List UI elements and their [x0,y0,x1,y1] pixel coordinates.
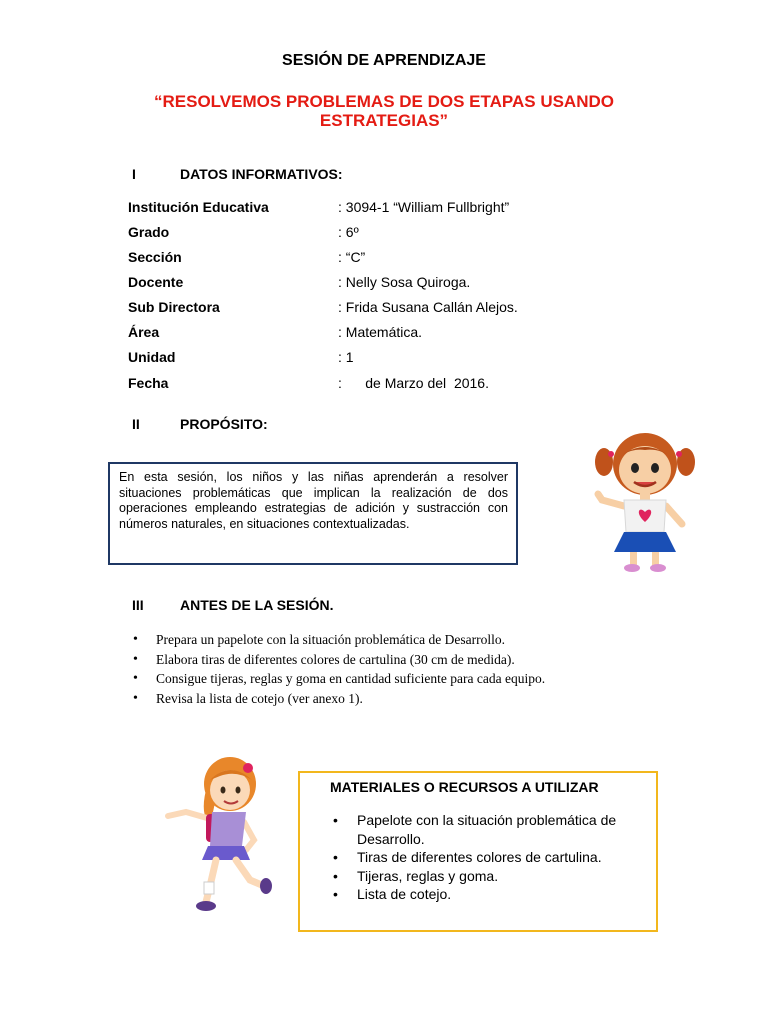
info-row [128,199,608,219]
document-title: SESIÓN DE APRENDIZAJE [282,52,486,69]
section-title-datos: DATOS INFORMATIVOS: [180,166,343,182]
list-item: • Consigue tijeras, reglas y goma en cantidad suficiente para cada equipo. [133,669,545,689]
section-number-antes: III [132,597,144,613]
purpose-text: En esta sesión, los niños y las niñas aprenderán a resolver situaciones problemáticas que implican la realización de dos operaciones empleando estrategias de adición y sustracción con números naturales, en situaciones contextualizadas. [119,470,508,531]
list-item: • Elabora tiras de diferentes colores de cartulina (30 cm de medida). [133,650,545,670]
info-value: : 1 [338,349,354,365]
info-row [128,349,608,369]
info-label: Sub Directora [128,299,220,315]
info-value: : Nelly Sosa Quiroga. [338,274,471,290]
list-item: • Prepara un papelote con la situación problemática de Desarrollo. [133,630,545,650]
info-row [128,324,608,344]
materials-title: MATERIALES O RECURSOS A UTILIZAR [330,779,599,795]
list-item: • Revisa la lista de cotejo (ver anexo 1). [133,689,545,709]
section-title-proposito: PROPÓSITO: [180,416,268,432]
info-label: Fecha [128,375,169,391]
girl-running-illustration [150,754,272,914]
girl-pigtails-illustration [590,428,700,576]
info-value: : 3094-1 “William Fullbright” [338,199,510,215]
section-number-datos: I [132,166,136,182]
before-session-list [133,630,545,708]
info-value: : “C” [338,249,366,265]
info-value: : Frida Susana Callán Alejos. [338,299,518,315]
purpose-box [108,462,518,565]
materials-list [330,811,648,904]
section-title-antes: ANTES DE LA SESIÓN. [180,597,334,613]
info-label: Unidad [128,349,176,365]
list-item: • Lista de cotejo. [330,885,648,904]
info-value: : 6º [338,224,359,240]
materials-box [298,771,658,932]
info-row [128,274,608,294]
info-row [128,249,608,269]
info-row [128,224,608,244]
section-number-proposito: II [132,416,140,432]
list-item: • Tijeras, reglas y goma. [330,867,648,886]
info-row [128,299,608,319]
list-item: • Papelote con la situación problemática de Desarrollo. [330,811,648,848]
info-value: : Matemática. [338,324,423,340]
info-label: Docente [128,274,184,290]
document-subtitle: “RESOLVEMOS PROBLEMAS DE DOS ETAPAS USANDO ESTRATEGIAS” [154,92,614,130]
list-item: • Tiras de diferentes colores de cartulina. [330,848,648,867]
info-label: Institución Educativa [128,199,269,215]
info-label: Sección [128,249,182,265]
info-value: : de Marzo del 2016. [338,375,489,391]
info-label: Área [128,324,160,340]
info-label: Grado [128,224,170,240]
info-row [128,375,608,395]
